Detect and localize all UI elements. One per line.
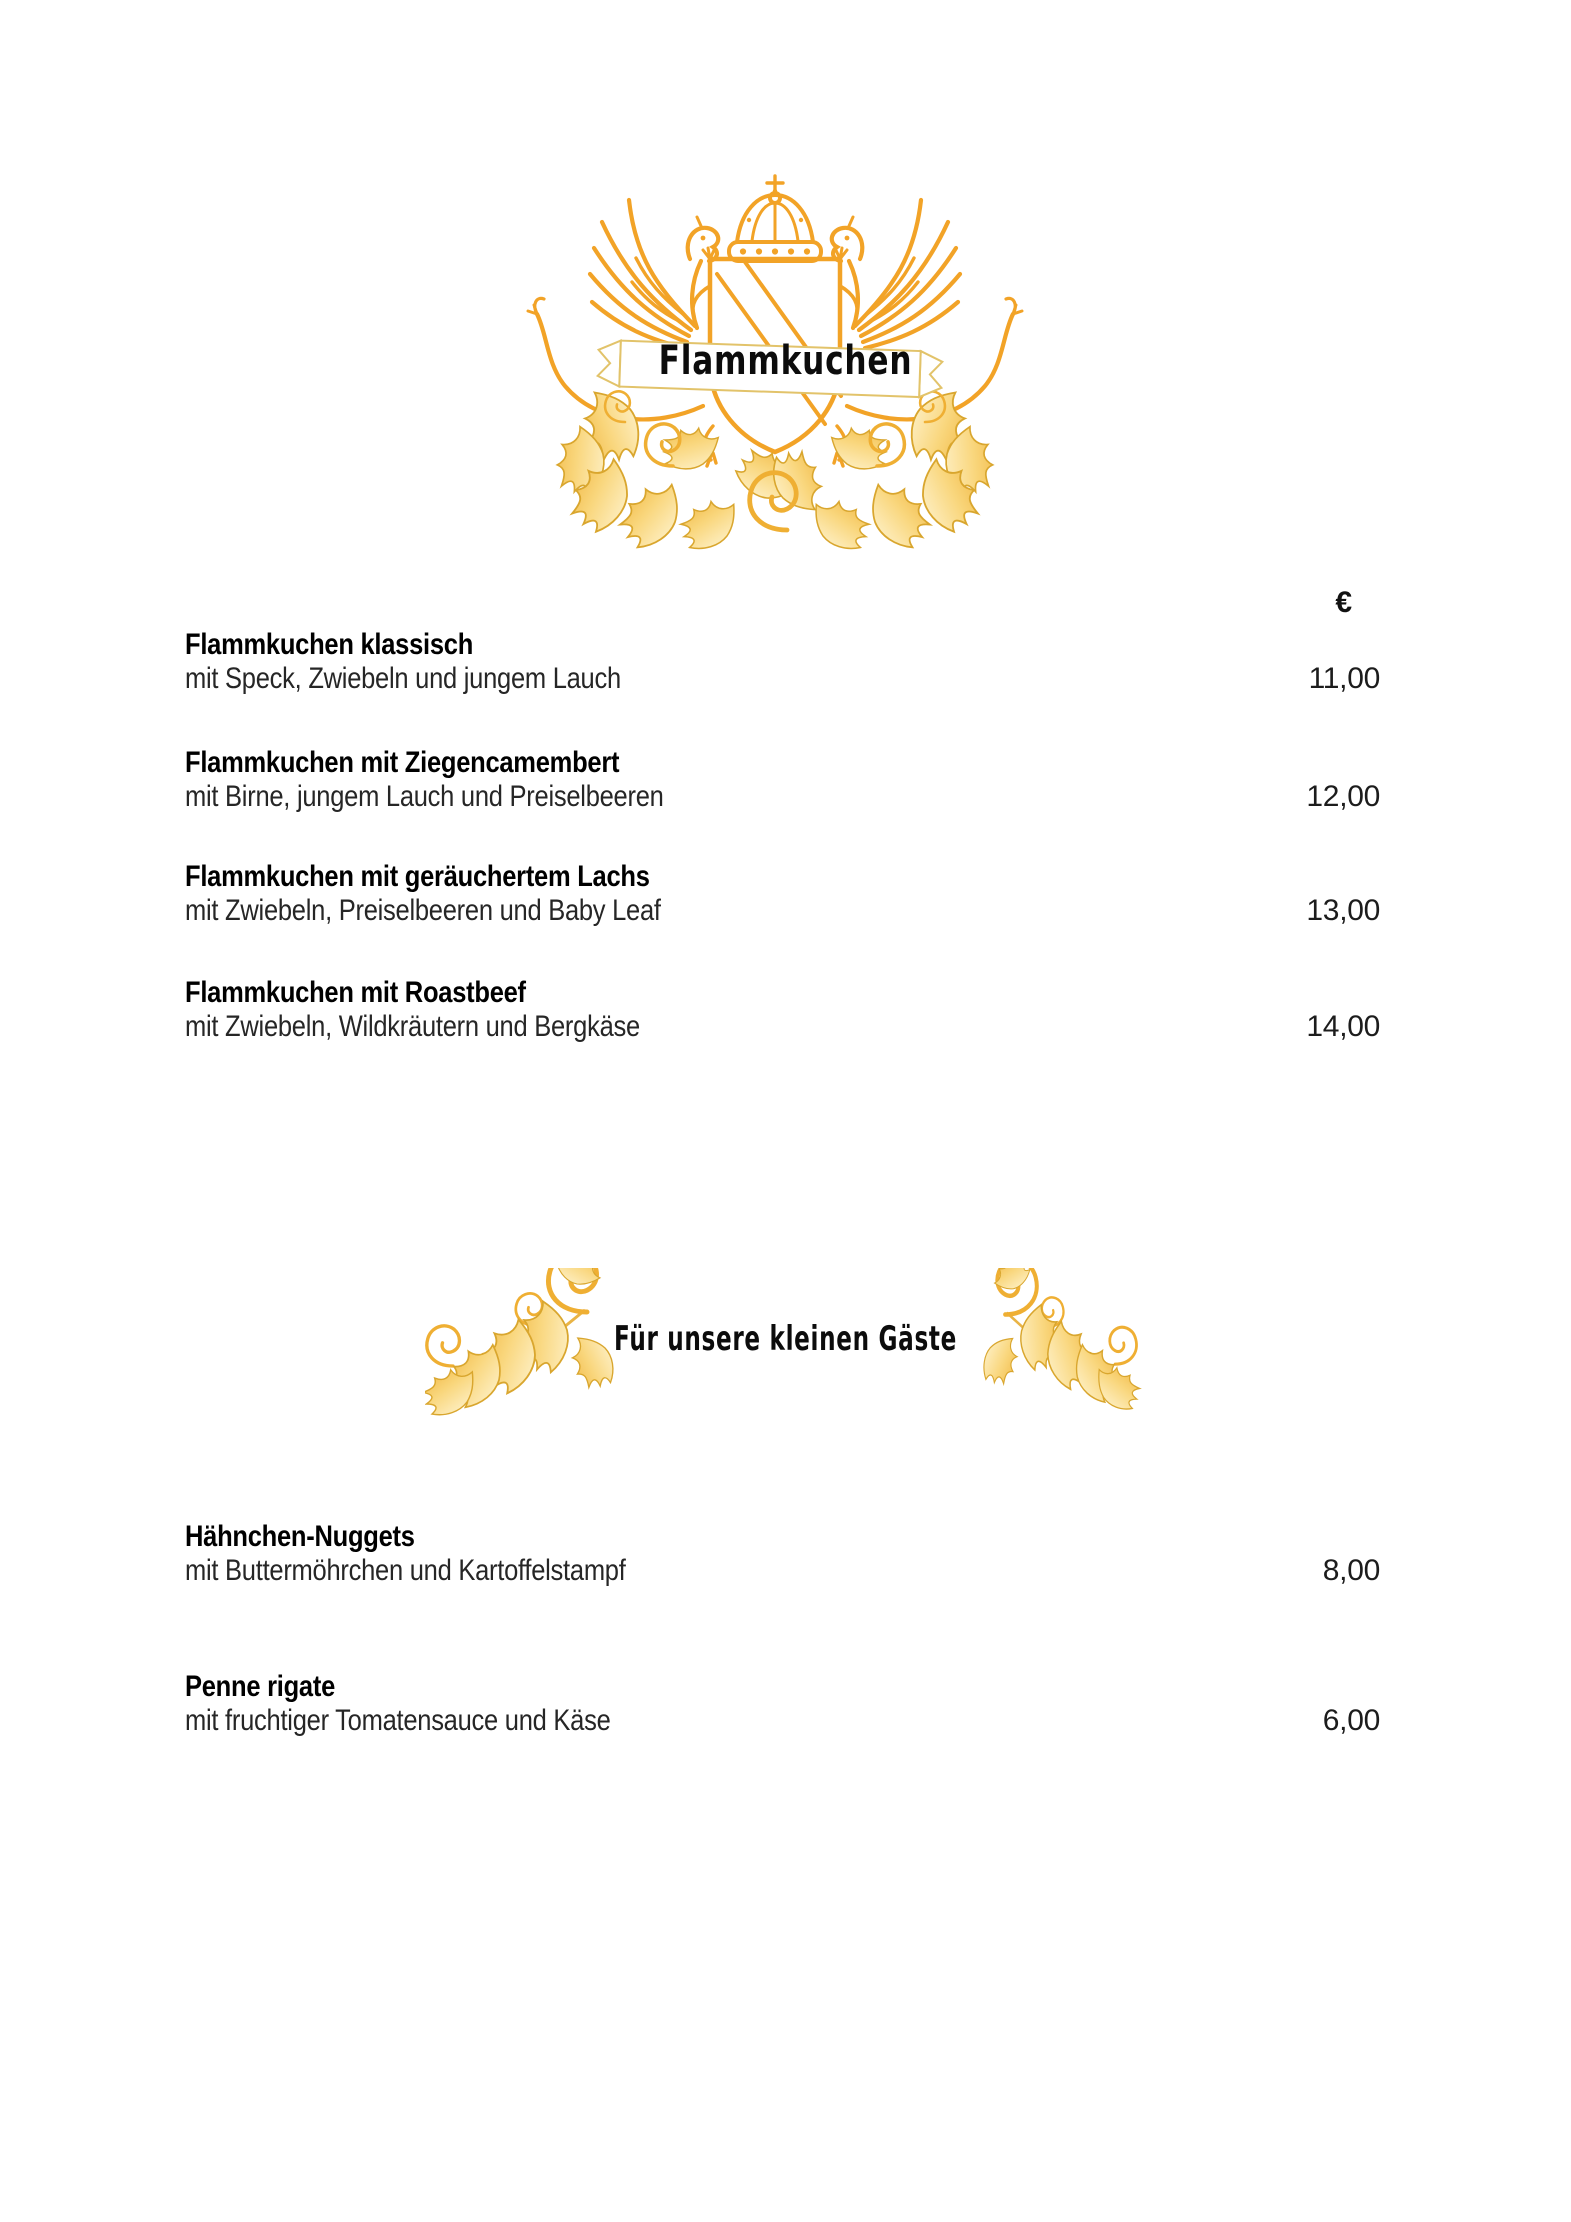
section-title-flammkuchen: Flammkuchen: [658, 338, 913, 384]
item-name: Flammkuchen klassisch: [185, 628, 474, 661]
item-price: 8,00: [1322, 1554, 1380, 1587]
item-name: Flammkuchen mit Roastbeef: [185, 976, 526, 1009]
item-description: mit fruchtiger Tomatensauce und Käse: [185, 1704, 611, 1737]
item-price: 14,00: [1306, 1010, 1380, 1043]
menu-item: [185, 1518, 1380, 1586]
section-title-kids: Für unsere kleinen Gäste: [614, 1319, 957, 1359]
item-price: 12,00: [1306, 780, 1380, 813]
menu-item: [185, 974, 1380, 1042]
item-description: mit Speck, Zwiebeln und jungem Lauch: [185, 662, 621, 695]
item-price: 13,00: [1306, 894, 1380, 927]
menu-item: [185, 858, 1380, 926]
item-description: mit Buttermöhrchen und Kartoffelstampf: [185, 1554, 626, 1587]
item-name: Flammkuchen mit geräuchertem Lachs: [185, 860, 650, 893]
currency-header: €: [1335, 586, 1352, 619]
item-name: Penne rigate: [185, 1670, 335, 1703]
item-price: 6,00: [1322, 1704, 1380, 1737]
item-description: mit Zwiebeln, Preiselbeeren und Baby Leaf: [185, 894, 661, 927]
item-name: Flammkuchen mit Ziegencamembert: [185, 746, 620, 779]
menu-item: [185, 1668, 1380, 1736]
item-name: Hähnchen-Nuggets: [185, 1520, 415, 1553]
menu-item: [185, 744, 1380, 812]
menu-item: [185, 626, 1380, 694]
item-price: 11,00: [1308, 662, 1380, 695]
item-description: mit Zwiebeln, Wildkräutern und Bergkäse: [185, 1010, 640, 1043]
item-description: mit Birne, jungem Lauch und Preiselbeeren: [185, 780, 664, 813]
